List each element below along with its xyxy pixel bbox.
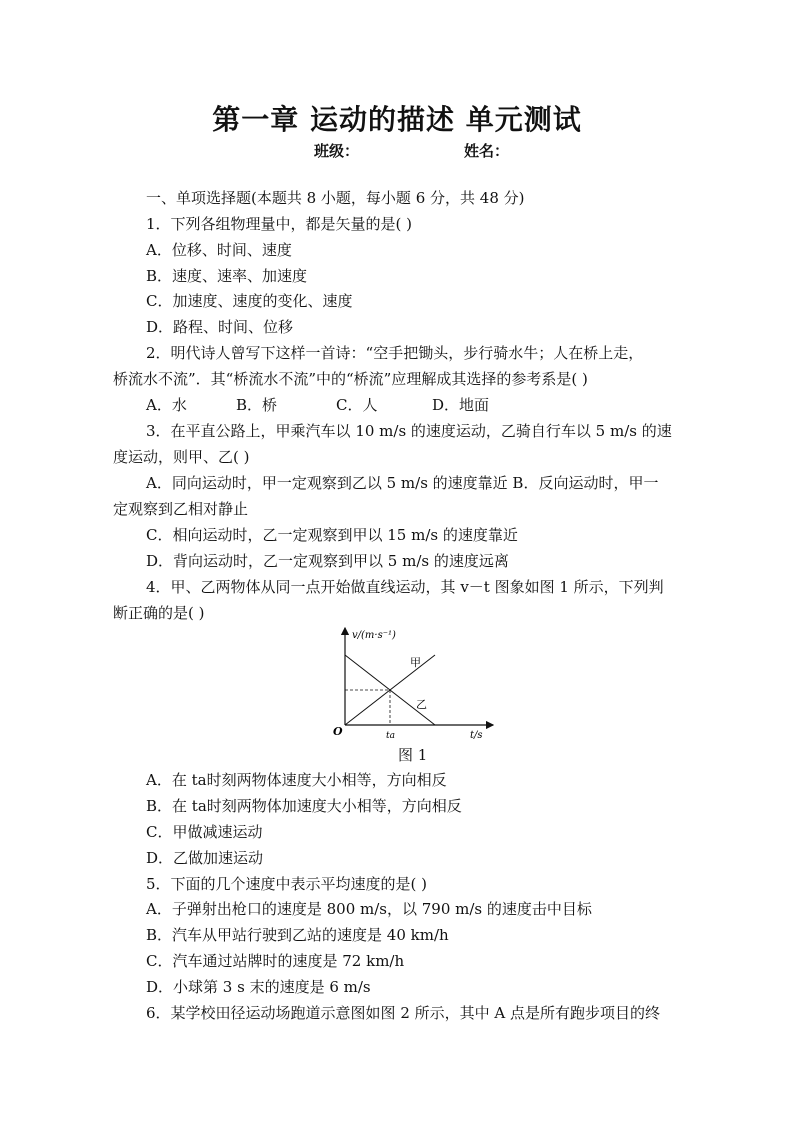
q3-stem-line1: 3．在平直公路上，甲乘汽车以 10 m/s 的速度运动，乙骑自行车以 5 m/s 的速 bbox=[146, 422, 672, 440]
q3-option-a-line1: A．同向运动时，甲一定观察到乙以 5 m/s 的速度靠近 B．反向运动时，甲一 bbox=[146, 474, 659, 492]
q6-stem-line1: 6．某学校田径运动场跑道示意图如图 2 所示，其中 A 点是所有跑步项目的终 bbox=[146, 1004, 660, 1022]
tick-ta-label: ta bbox=[386, 731, 395, 741]
q2-option-a: A．水 bbox=[146, 396, 187, 414]
q5-option-d: D．小球第 3 s 末的速度是 6 m/s bbox=[146, 978, 371, 996]
q3-stem-line2: 度运动，则甲、乙( ) bbox=[113, 448, 250, 466]
q5-option-c: C．汽车通过站牌时的速度是 72 km/h bbox=[146, 952, 405, 970]
q4-option-d: D．乙做加速运动 bbox=[146, 849, 264, 867]
q4-option-c: C．甲做减速运动 bbox=[146, 823, 263, 841]
y-axis-label: v/(m·s⁻¹) bbox=[352, 630, 396, 641]
q4-stem-line2: 断正确的是( ) bbox=[113, 604, 205, 622]
class-label: 班级： bbox=[314, 142, 360, 160]
q5-option-a: A．子弹射出枪口的速度是 800 m/s，以 790 m/s 的速度击中目标 bbox=[146, 900, 592, 918]
q3-option-a-line2: 定观察到乙相对静止 bbox=[113, 500, 249, 518]
q2-option-c: C．人 bbox=[336, 396, 378, 414]
q2-option-b: B．桥 bbox=[236, 396, 278, 414]
q4-stem-line1: 4．甲、乙两物体从同一点开始做直线运动，其 v－t 图象如图 1 所示，下列判 bbox=[146, 578, 664, 596]
q5-stem: 5．下面的几个速度中表示平均速度的是( ) bbox=[146, 875, 428, 893]
x-axis-label: t/s bbox=[470, 730, 483, 741]
q2-stem-line1: 2．明代诗人曾写下这样一首诗：“空手把锄头，步行骑水牛；人在桥上走， bbox=[146, 344, 644, 362]
q4-option-a: A．在 ta时刻两物体速度大小相等，方向相反 bbox=[146, 771, 447, 789]
section-heading: 一、单项选择题(本题共 8 小题，每小题 6 分，共 48 分) bbox=[146, 189, 525, 207]
q4-option-b: B．在 ta时刻两物体加速度大小相等，方向相反 bbox=[146, 797, 462, 815]
q3-option-d: D．背向运动时，乙一定观察到甲以 5 m/s 的速度远离 bbox=[146, 552, 509, 570]
q2-option-d: D．地面 bbox=[432, 396, 490, 414]
vt-graph bbox=[330, 622, 500, 742]
q2-stem-line2: 桥流水不流”．其“桥流水不流”中的“桥流”应理解成其选择的参考系是( ) bbox=[113, 370, 588, 388]
name-label: 姓名： bbox=[464, 142, 510, 160]
q1-option-d: D．路程、时间、位移 bbox=[146, 318, 294, 336]
page-title: 第一章 运动的描述 单元测试 bbox=[212, 103, 582, 136]
label-yi: 乙 bbox=[416, 698, 427, 711]
figure-1-caption: 图 1 bbox=[398, 746, 428, 764]
origin-label: O bbox=[333, 725, 343, 738]
q1-stem: 1．下列各组物理量中，都是矢量的是( ) bbox=[146, 215, 413, 233]
q5-option-b: B．汽车从甲站行驶到乙站的速度是 40 km/h bbox=[146, 926, 449, 944]
q1-option-b: B．速度、速率、加速度 bbox=[146, 267, 308, 285]
q1-option-a: A．位移、时间、速度 bbox=[146, 241, 292, 259]
label-jia: 甲 bbox=[410, 656, 421, 669]
q1-option-c: C．加速度、速度的变化、速度 bbox=[146, 292, 353, 310]
q3-option-c: C．相向运动时，乙一定观察到甲以 15 m/s 的速度靠近 bbox=[146, 526, 518, 544]
